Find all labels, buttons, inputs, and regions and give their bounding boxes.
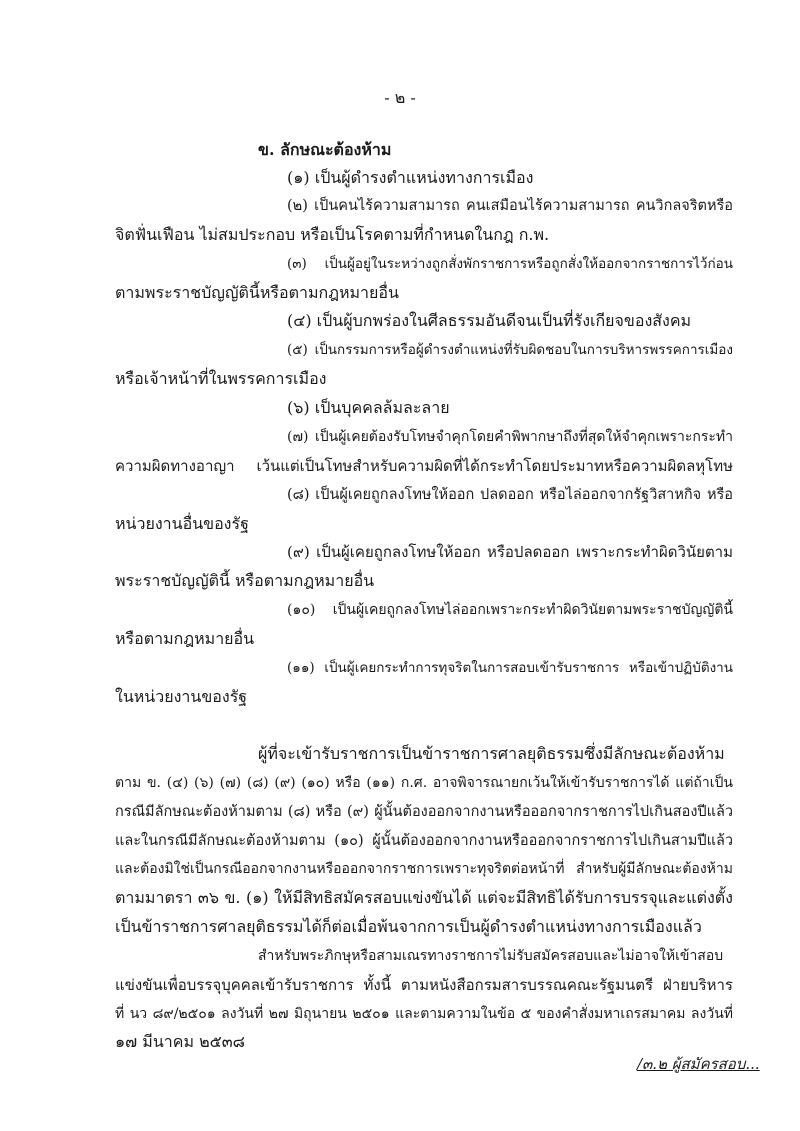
list-item-7-continuation: ความผิดทางอาญา เว้นแต่เป็นโทษสำหรับความผิดที่ได้กระทำโดยประมาทหรือความผิดลหุโทษ <box>115 457 733 475</box>
list-item-1: (๑) เป็นผู้ดำรงตำแหน่งทางการเมือง <box>287 168 534 187</box>
paragraph-1-line-6: ตามมาตรา ๓๖ ข. (๑) ให้มีสิทธิสมัครสอบแข่งขันได้ แต่จะมีสิทธิได้รับการบรรจุและแต่งตั้ง <box>115 888 733 907</box>
list-item-2: (๒) เป็นคนไร้ความสามารถ คนเสมือนไร้ความสามารถ คนวิกลจริตหรือ <box>287 198 733 214</box>
paragraph-2-line-3: ที่ นว ๘๙/๒๕๐๑ ลงวันที่ ๒๗ มิถุนายน ๒๕๐๑ และตามความในข้อ ๕ ของคำสั่งมหาเถรสมาคม ลงวันที่ <box>115 1006 733 1022</box>
paragraph-1-line-3: กรณีมีลักษณะต้องห้ามตาม (๘) หรือ (๙) ผู้นั้นต้องออกจากงานหรือออกจากราชการไปเกินสองปีแล้ว <box>115 804 733 820</box>
section-heading: ข. ลักษณะต้องห้าม <box>258 140 392 159</box>
list-item-8: (๘) เป็นผู้เคยถูกลงโทษให้ออก ปลดออก หรือไล่ออกจากรัฐวิสาหกิจ หรือ <box>287 487 733 503</box>
list-item-3-continuation: ตามพระราชบัญญัตินี้หรือตามกฎหมายอื่น <box>115 283 399 302</box>
paragraph-2-line-4: ๑๗ มีนาคม ๒๕๓๘ <box>115 1032 246 1051</box>
list-item-11-continuation: ในหน่วยงานของรัฐ <box>115 687 248 706</box>
list-item-8-continuation: หน่วยงานอื่นของรัฐ <box>115 514 249 533</box>
paragraph-1-line-5: และต้องมิใช่เป็นกรณีออกจากงานหรือออกจากราชการเพราะทุจริตต่อหน้าที่ สำหรับผู้มีลักษณะต้องห้าม <box>115 861 733 877</box>
paragraph-1-line-4: และในกรณีมีลักษณะต้องห้ามตาม (๑๐) ผู้นั้นต้องออกจากงานหรือออกจากราชการไปเกินสามปีแล้ว <box>115 833 733 849</box>
paragraph-1-line-7: เป็นข้าราชการศาลยุติธรรมได้ก็ต่อเมื่อพ้นจากการเป็นผู้ดำรงตำแหน่งทางการเมืองแล้ว <box>115 917 702 936</box>
list-item-5: (๕) เป็นกรรมการหรือผู้ดำรงตำแหน่งที่รับผิดชอบในการบริหารพรรคการเมือง <box>287 342 733 358</box>
list-item-4: (๔) เป็นผู้บกพร่องในศีลธรรมอันดีจนเป็นที่รังเกียจของสังคม <box>287 311 692 330</box>
list-item-10: (๑๐) เป็นผู้เคยถูกลงโทษไล่ออกเพราะกระทำผิดวินัยตามพระราชบัญญัตินี้ <box>287 602 733 618</box>
list-item-3: (๓) เป็นผู้อยู่ในระหว่างถูกสั่งพักราชการหรือถูกสั่งให้ออกจากราชการไว้ก่อน <box>287 256 733 272</box>
list-item-10-continuation: หรือตามกฎหมายอื่น <box>115 629 255 648</box>
page-number: - ๒ - <box>384 88 416 107</box>
list-item-6: (๖) เป็นบุคคลล้มละลาย <box>287 398 450 417</box>
list-item-5-continuation: หรือเจ้าหน้าที่ในพรรคการเมือง <box>115 369 327 388</box>
next-page-continuation: /๓.๒ ผู้สมัครสอบ... <box>637 1055 760 1073</box>
list-item-9: (๙) เป็นผู้เคยถูกลงโทษให้ออก หรือปลดออก เพราะกระทำผิดวินัยตาม <box>287 543 733 561</box>
paragraph-1-line-2: ตาม ข. (๔) (๖) (๗) (๘) (๙) (๑๐) หรือ (๑๑) ก.ศ. อาจพิจารณายกเว้นให้เข้ารับราชการได้ แต่ถ้าเป็น <box>115 775 733 791</box>
list-item-2-continuation: จิตฟั่นเฟือน ไม่สมประกอบ หรือเป็นโรคตามที่กำหนดในกฎ ก.พ. <box>115 225 550 244</box>
list-item-9-continuation: พระราชบัญญัตินี้ หรือตามกฎหมายอื่น <box>115 571 375 590</box>
paragraph-2-line-2: แข่งขันเพื่อบรรจุบุคคลเข้ารับราชการ ทั้งนี้ ตามหนังสือกรมสารบรรณคณะรัฐมนตรี ฝ่ายบริหาร <box>115 976 733 994</box>
paragraph-2-line-1: สำหรับพระภิกษุหรือสามเณรทางราชการไม่รับสมัครสอบและไม่อาจให้เข้าสอบ <box>258 948 724 964</box>
list-item-7: (๗) เป็นผู้เคยต้องรับโทษจำคุกโดยคำพิพากษาถึงที่สุดให้จำคุกเพราะกระทำ <box>287 429 733 445</box>
paragraph-1-line-1: ผู้ที่จะเข้ารับราชการเป็นข้าราชการศาลยุติธรรมซึ่งมีลักษณะต้องห้าม <box>258 744 725 763</box>
list-item-11: (๑๑) เป็นผู้เคยกระทำการทุจริตในการสอบเข้ารับราชการ หรือเข้าปฏิบัติงาน <box>287 660 733 676</box>
